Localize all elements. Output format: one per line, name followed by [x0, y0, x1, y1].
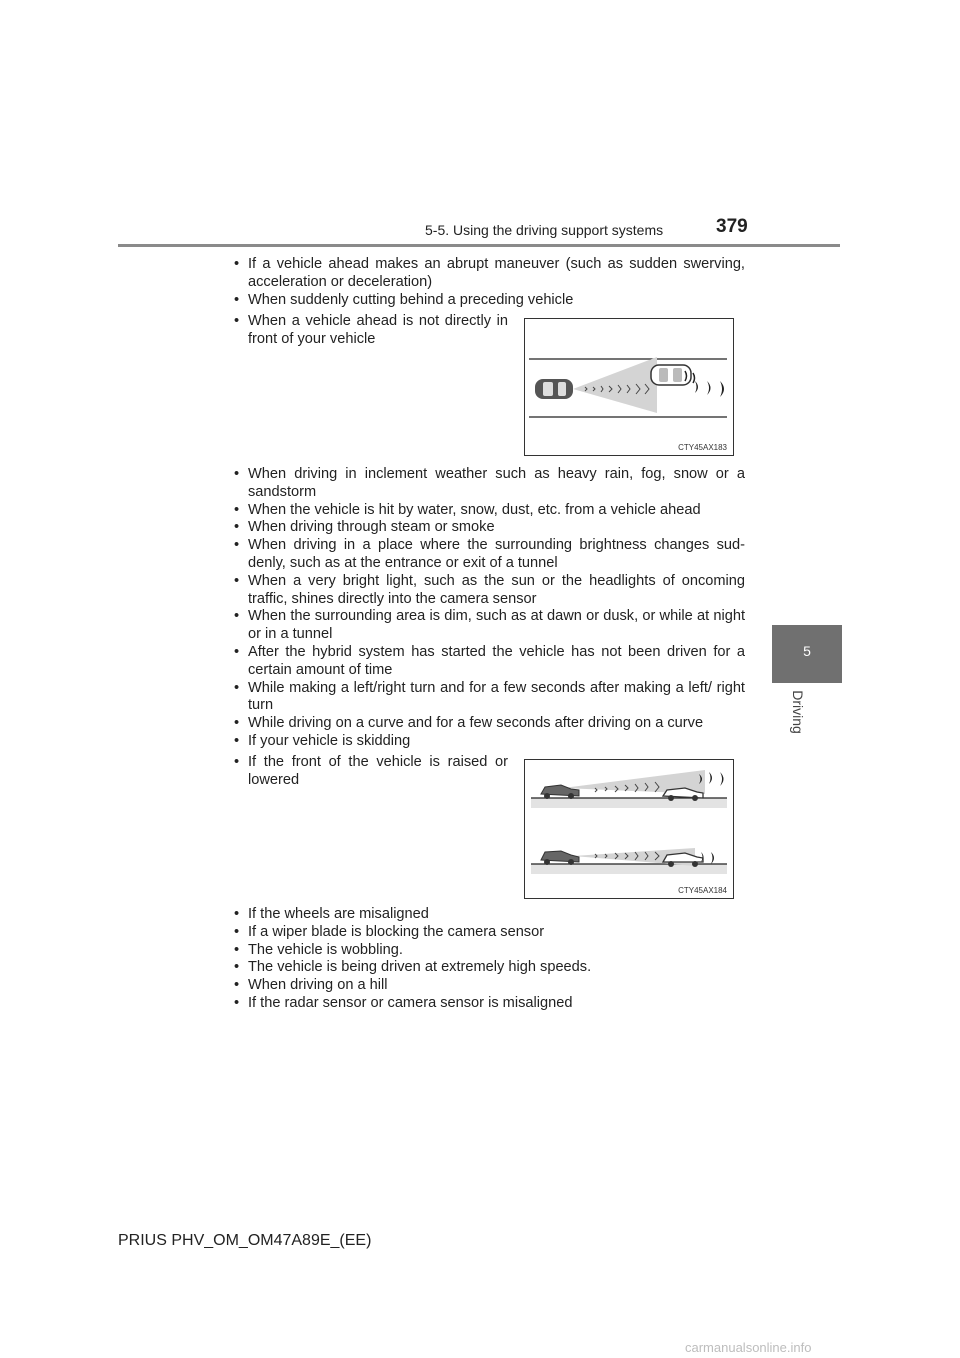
bullet-icon: • — [234, 959, 240, 976]
list-item-text: When suddenly cutting behind a preceding vehicle — [248, 291, 574, 308]
list-item-text: The vehicle is being driven at extremely high speeds. — [248, 959, 592, 976]
list-item — [230, 754, 508, 790]
list-item-text: The vehicle is wobbling. — [248, 941, 403, 958]
bullet-icon: • — [234, 679, 240, 696]
conditions-list-2 — [230, 313, 508, 349]
page-number: 379 — [716, 216, 748, 237]
list-item-text: If the front of the vehicle is raised or lowered — [248, 754, 508, 788]
bullet-icon: • — [234, 994, 240, 1011]
list-item — [230, 924, 745, 942]
list-item-text: When driving through steam or smoke — [248, 519, 495, 536]
list-item-text: While making a left/right turn and for a few seconds after making a left/ right turn — [248, 679, 745, 714]
bullet-icon: • — [234, 466, 240, 482]
conditions-list-5 — [230, 906, 745, 1013]
list-item — [230, 313, 508, 349]
bullet-icon: • — [234, 256, 240, 272]
figure-vehicle-offset — [524, 318, 734, 456]
bullet-icon: • — [234, 313, 240, 329]
section-title: 5-5. Using the driving support systems — [425, 222, 664, 238]
bullet-icon: • — [234, 643, 240, 660]
list-item-text: When a very bright light, such as the sun or the headlights of oncoming traffic, shines directly into the camera sensor — [248, 572, 745, 607]
list-item-text: When driving on a hill — [248, 977, 388, 994]
page-header — [0, 0, 960, 250]
list-item — [230, 977, 745, 995]
list-item-text: If the wheels are misaligned — [248, 906, 429, 922]
list-item — [230, 537, 745, 573]
lowered-car-icon — [541, 851, 579, 865]
bullet-icon: • — [234, 537, 240, 554]
list-item — [230, 733, 745, 751]
figure-code: CTY45AX184 — [678, 886, 727, 895]
list-item — [230, 644, 745, 680]
list-item-text: If a wiper blade is blocking the camera sensor — [248, 923, 545, 940]
bullet-icon: • — [234, 572, 240, 589]
bullet-icon: • — [234, 977, 240, 994]
list-item-text: If a vehicle ahead makes an abrupt maneuver (such as sudden swerving, acceleration or deceleration) — [248, 256, 745, 290]
bullet-icon: • — [234, 923, 240, 940]
list-item-text: After the hybrid system has started the vehicle has not been driven for a certain amount of time — [248, 643, 745, 678]
vehicle-offset-illustration — [525, 319, 733, 455]
preceding-car-icon — [651, 365, 691, 385]
vehicle-pitch-illustration — [525, 760, 733, 898]
list-item — [230, 519, 745, 537]
list-item-text: If the radar sensor or camera sensor is misaligned — [248, 994, 573, 1011]
list-item — [230, 608, 745, 644]
list-item — [230, 502, 745, 520]
own-car-icon — [535, 379, 573, 399]
conditions-list-1 — [230, 256, 745, 309]
list-item — [230, 995, 745, 1013]
list-item — [230, 466, 745, 502]
conditions-list-4 — [230, 754, 508, 790]
list-item-text: When the vehicle is hit by water, snow, dust, etc. from a vehicle ahead — [248, 501, 701, 518]
list-item — [230, 959, 745, 977]
list-item-text: When a vehicle ahead is not directly in front of your vehicle — [248, 313, 508, 347]
list-item — [230, 573, 745, 609]
bullet-icon: • — [234, 608, 240, 625]
bullet-icon: • — [234, 754, 240, 770]
bullet-icon: • — [234, 906, 240, 922]
chapter-number: 5 — [803, 643, 811, 659]
header-divider — [118, 244, 840, 247]
watermark: carmanualsonline.info — [685, 1340, 812, 1355]
chapter-label — [790, 690, 810, 750]
bullet-icon: • — [234, 941, 240, 958]
chapter-label-text: Driving — [789, 690, 806, 734]
list-item-text: When the surrounding area is dim, such as at dawn or dusk, or while at night or in a tunnel — [248, 608, 745, 643]
bullet-icon: • — [234, 519, 240, 536]
bullet-icon: • — [234, 732, 240, 749]
list-item-text: If your vehicle is skidding — [248, 732, 411, 749]
list-item — [230, 680, 745, 716]
manual-code: PRIUS PHV_OM_OM47A89E_(EE) — [118, 1232, 372, 1249]
figure-vehicle-pitch — [524, 759, 734, 899]
bullet-icon: • — [234, 715, 240, 732]
list-item-text: When driving in a place where the surrounding brightness changes sud-denly, such as at the entrance or exit of a tunnel — [248, 537, 745, 571]
list-item — [230, 292, 745, 310]
list-item — [230, 256, 745, 292]
bullet-icon: • — [234, 291, 240, 308]
list-item — [230, 715, 745, 733]
figure-code: CTY45AX183 — [678, 443, 727, 452]
bullet-icon: • — [234, 501, 240, 518]
list-item — [230, 942, 745, 960]
chapter-tab[interactable] — [772, 625, 842, 683]
conditions-list-3 — [230, 466, 745, 751]
list-item-text: When driving in inclement weather such as heavy rain, fog, snow or a sandstorm — [248, 466, 745, 500]
list-item — [230, 906, 745, 924]
list-item-text: While driving on a curve and for a few seconds after driving on a curve — [248, 715, 704, 732]
